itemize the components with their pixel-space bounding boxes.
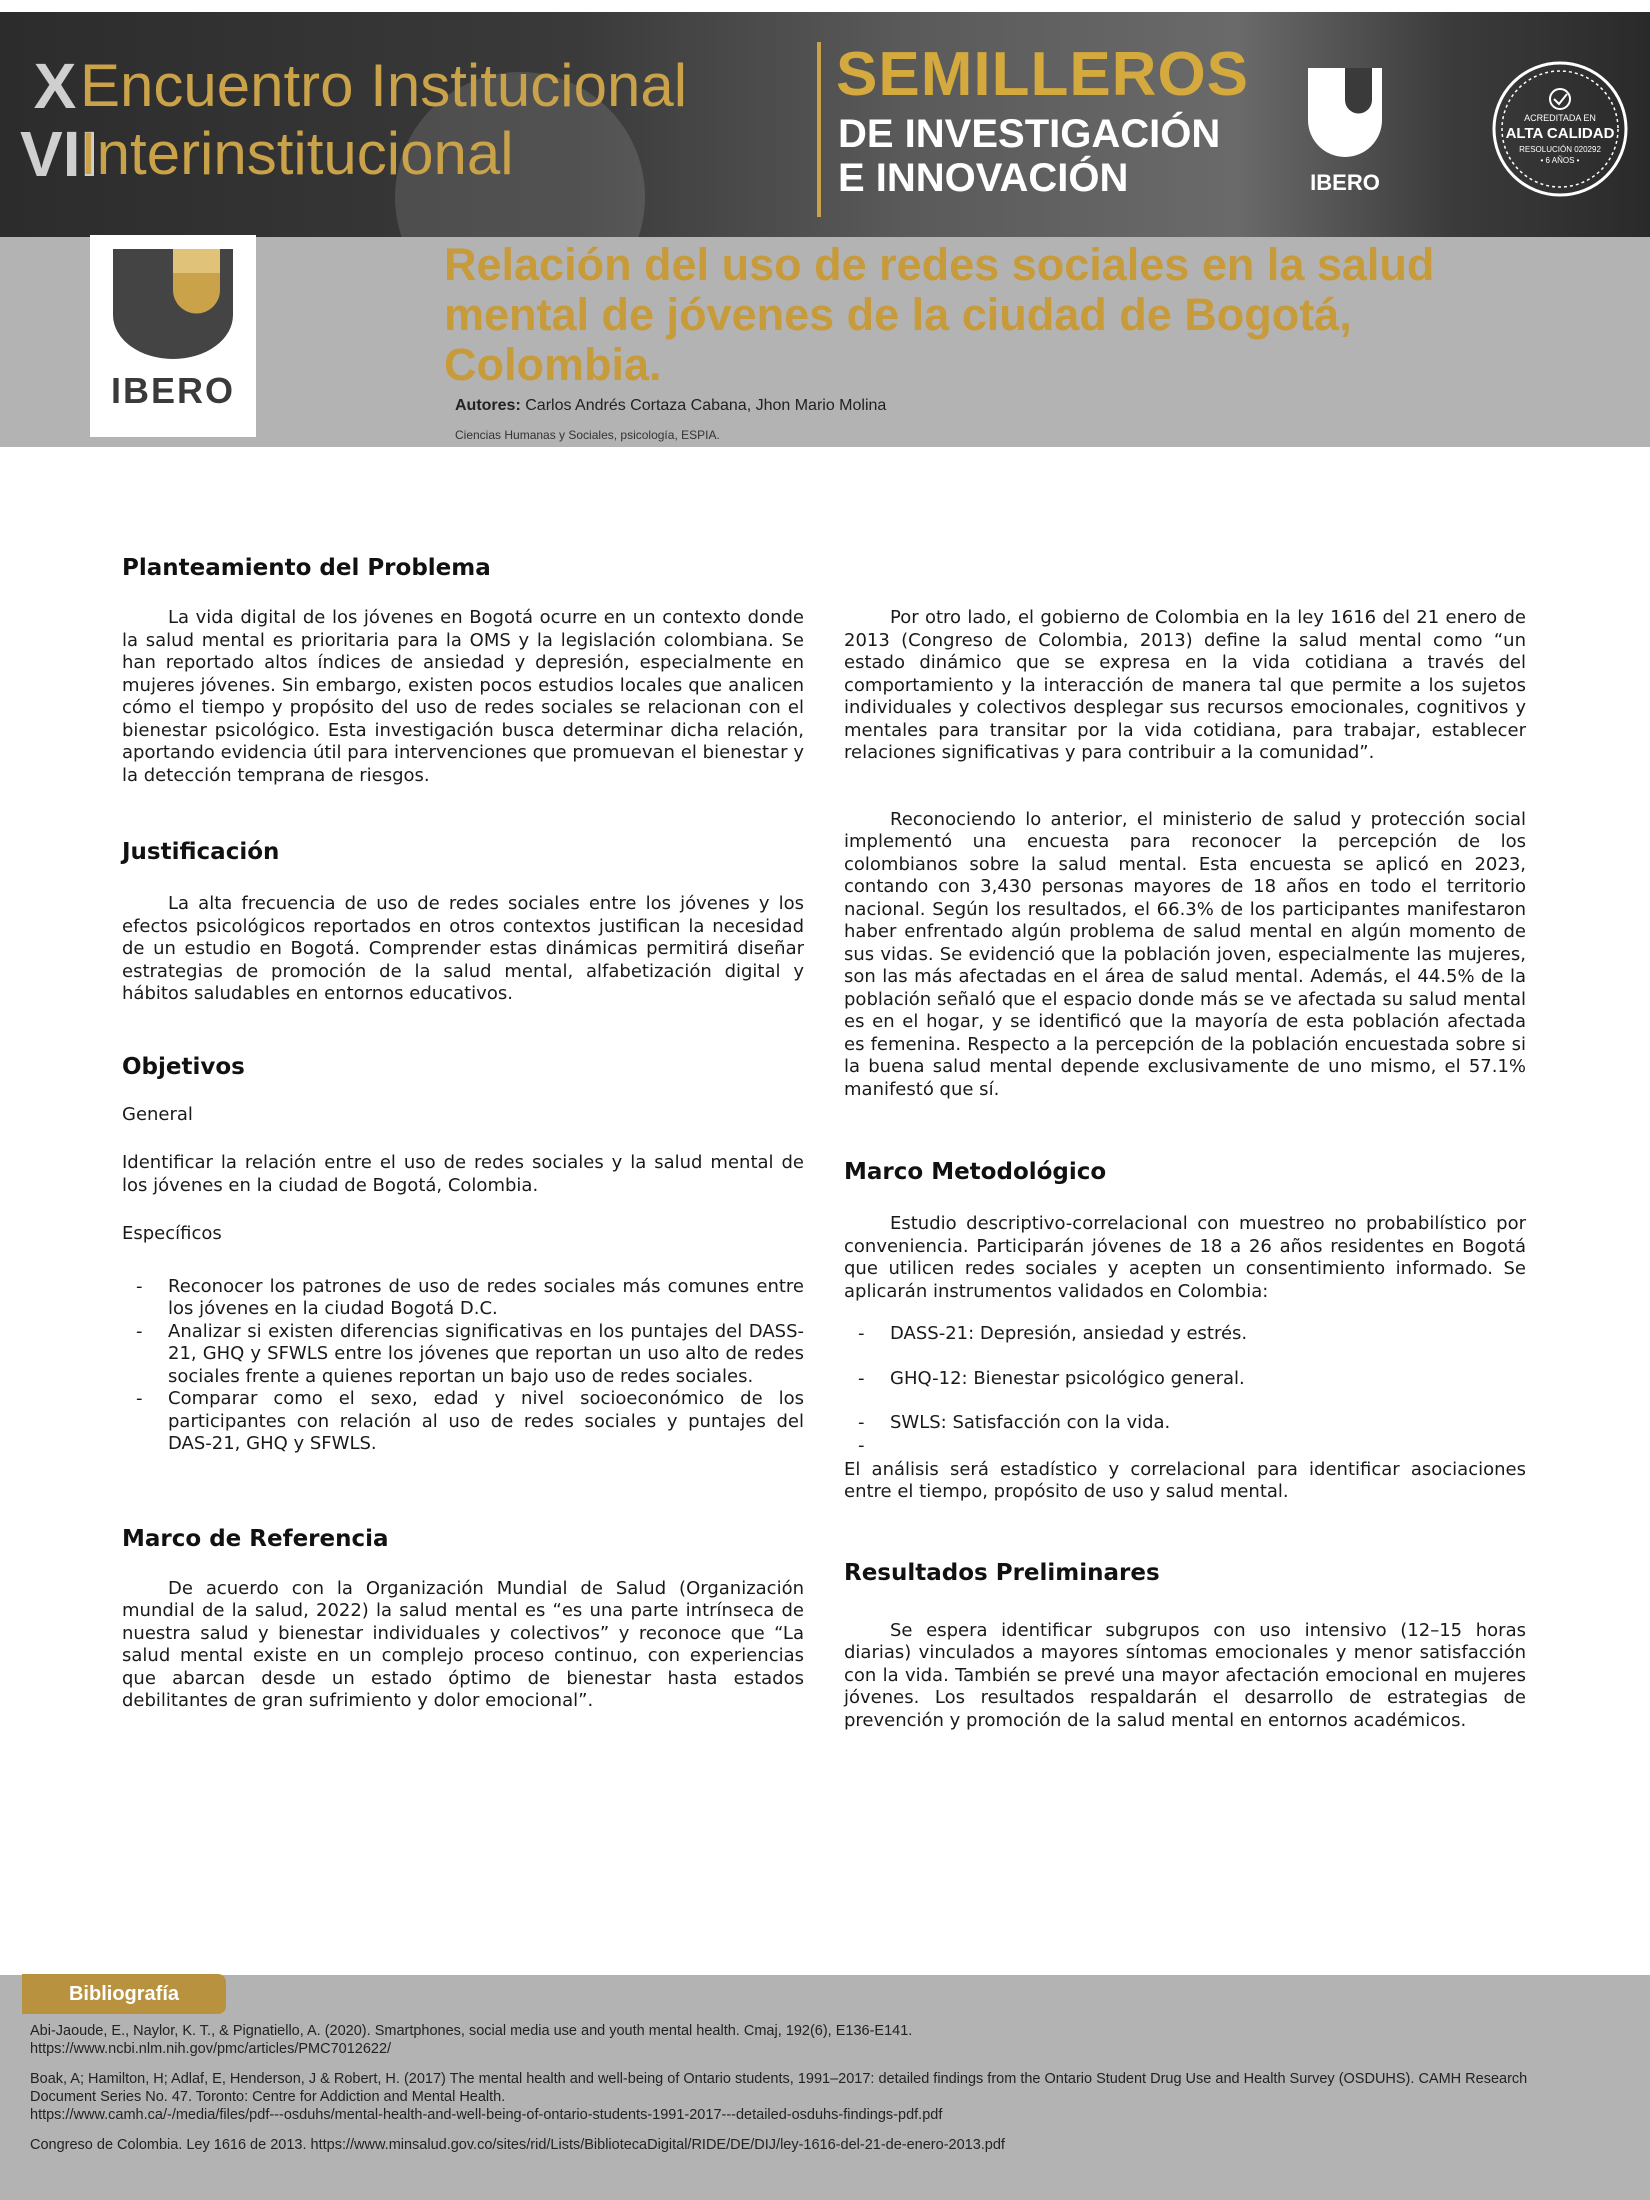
bibliography-item: [30, 2136, 1590, 2154]
general-objective-label: General: [122, 1103, 193, 1125]
colombia-law-paragraph: Por otro lado, el gobierno de Colombia en la ley 1616 del 21 enero de 2013 (Congreso de Colombia, 2013) define la salud mental como “un estado dinámico que se expresa en la vida cotidiana a través del comportamiento y la interacción de manera tal que permite a los sujetos individuales y colectivos desplegar sus recursos emocionales, cognitivos y mentales para transitar por la vida cotidiana, para trabajar, establecer relaciones significativas y para contribuir a la comunidad”.: [844, 607, 1526, 763]
general-objective-text: Identificar la relación entre el uso de redes sociales y la salud mental de los jóvenes en la ciudad de Bogotá, Colombia.: [122, 1152, 804, 1196]
accreditation-seal: [1490, 59, 1630, 199]
event-line-2: Interinstitucional: [80, 120, 514, 187]
reference-text: De acuerdo con la Organización Mundial de Salud (Organización mundial de la salud, 2022) la salud mental es “es una parte intrínseca de nuestra salud y bienestar individuales y colectivos” y reconoce que “La salud mental existe en un complejo proceso continuo, con experiencias que abarcan desde un estado óptimo de bienestar hasta estados debilitantes de gran sufrimiento y dolor emocional”.: [122, 1577, 804, 1711]
ibero-shield-icon: [1300, 60, 1390, 170]
bibliography-link[interactable]: https://www.camh.ca/-/media/files/pdf---osduhs/mental-health-and-well-being-of-ontario-students-1991-2017---detailed-osduhs-findings-pdf.pdf: [30, 2107, 943, 2123]
banner-divider: [817, 42, 821, 217]
instruments-list: [844, 1323, 1526, 1435]
accreditation-line-2: ALTA CALIDAD: [1505, 125, 1615, 142]
reference-heading: Marco de Referencia: [122, 1525, 389, 1552]
instrument-item: - GHQ-12: Bienestar psicológico general.: [844, 1368, 1526, 1391]
bibliography-list: [30, 2022, 1590, 2166]
poster-title: Relación del uso de redes sociales en la salud mental de jóvenes de la ciudad de Bogotá, Colombia.: [444, 239, 1435, 390]
semilleros-sub-line-2: E INNOVACIÓN: [838, 156, 1129, 200]
accreditation-text: [1490, 59, 1630, 199]
justification-heading: Justificación: [122, 839, 280, 865]
authors-line: [455, 397, 886, 415]
ibero-logo-icon: [90, 235, 256, 375]
semilleros-heading: SEMILLEROS: [836, 40, 1250, 109]
bibliography-item: [30, 2070, 1590, 2124]
analysis-text: El análisis será estadístico y correlacional para identificar asociaciones entre el tiempo, propósito de uso y salud mental.: [844, 1458, 1526, 1502]
specific-objectives-label: Específicos: [122, 1223, 222, 1244]
event-line-1: Encuentro Institucional: [80, 52, 688, 119]
accreditation-line-3: RESOLUCIÓN 020292: [1519, 145, 1601, 154]
instrument-item: - DASS-21: Depresión, ansiedad y estrés.: [844, 1323, 1526, 1346]
bibliography-item: [30, 2022, 1590, 2058]
ibero-logo: [90, 235, 256, 437]
specific-objective-item: - Analizar si existen diferencias significativas en los puntajes del DASS-21, GHQ y SFWLS entre los jóvenes que reportan un uso alto de redes sociales frente a quienes reportan un bajo uso de redes sociales.: [122, 1321, 804, 1389]
bibliography-citation: Boak, A; Hamilton, H; Adlaf, E, Henderson, J & Robert, H. (2017) The mental health and well-being of Ontario students, 1991–2017: detailed findings from the Ontario Student Drug Use and Health Survey (OSDUHS). CAMH Research Document Series No. 47. Toronto: Centre for Addiction and Mental Health.: [30, 2071, 1528, 2105]
survey-paragraph: Reconociendo lo anterior, el ministerio de salud y protección social implementó una encuesta para reconocer la percepción de los colombianos sobre la salud mental. Esta encuesta se aplicó en 2023, contando con 3,430 personas mayores de 18 años en todo el territorio nacional. Según los resultados, el 66.3% de los participantes manifestaron haber enfrentado algún problema de salud mental en algún momento de sus vidas. Se evidenció que la población joven, especialmente las mujeres, son las más afectadas en el área de salud mental. Además, el 44.5% de la población señaló que el espacio donde más se ve afectada su salud mental es en el hogar, y se identificó que la mayoría de esta población afectada es femenina. Respecto a la percepción de la población encuestada sobre si la buena salud mental depende exclusivamente de uno mismo, el 57.1% manifestó que sí.: [844, 808, 1526, 1100]
specific-objective-item: - Reconocer los patrones de uso de redes sociales más comunes entre los jóvenes en la ciudad Bogotá D.C.: [122, 1276, 804, 1321]
roman-numeral-vii: VII: [20, 118, 99, 190]
results-heading: Resultados Preliminares: [844, 1559, 1160, 1586]
justification-text: La alta frecuencia de uso de redes sociales entre los jóvenes y los efectos psicológicos reportados en otros contextos justifican la necesidad de un estudio en Bogotá. Comprender estas dinámicas permitirá diseñar estrategias de promoción de la salud mental, alfabetización digital y hábitos saludables en entornos educativos.: [122, 893, 804, 1004]
authors-label: Autores:: [455, 397, 521, 414]
roman-numeral-x: X: [33, 50, 77, 122]
right-column: [844, 555, 1526, 1732]
authors-names: Carlos Andrés Cortaza Cabana, Jhon Mario Molina: [525, 397, 887, 414]
event-banner: [0, 12, 1650, 237]
accreditation-line-4: • 6 AÑOS •: [1540, 156, 1580, 165]
left-column: [122, 555, 804, 1713]
accreditation-line-1: ACREDITADA EN: [1524, 113, 1596, 123]
affiliation: Ciencias Humanas y Sociales, psicología, ESPIA.: [455, 428, 720, 442]
semilleros-sub-line-1: DE INVESTIGACIÓN: [838, 112, 1221, 156]
instrument-item: - SWLS: Satisfacción con la vida.: [844, 1412, 1526, 1435]
bibliography-heading: Bibliografía: [22, 1974, 226, 2014]
ibero-logo-text: IBERO: [110, 370, 235, 411]
specific-objective-item: - Comparar como el sexo, edad y nivel socioeconómico de los participantes con relación al uso de redes sociales y puntajes del DAS-21, GHQ y SFWLS.: [122, 1388, 804, 1456]
problem-text: La vida digital de los jóvenes en Bogotá ocurre en un contexto donde la salud mental es prioritaria para la OMS y la legislación colombiana. Se han reportado altos índices de ansiedad y depresión, especialmente en mujeres jóvenes. Sin embargo, existen pocos estudios locales que analicen cómo el tiempo y propósito del uso de redes sociales se relacionan con el bienestar psicológico. Esta investigación busca determinar dicha relación, aportando evidencia útil para intervenciones que promuevan el bienestar y la detección temprana de riesgos.: [122, 607, 804, 786]
specific-objectives-list: [122, 1276, 804, 1456]
bibliography-citation: Congreso de Colombia. Ley 1616 de 2013. https://www.minsalud.gov.co/sites/rid/Lists/BibliotecaDigital/RIDE/DE/DIJ/ley-1616-del-21-de-enero-2013.pdf: [30, 2137, 1005, 2153]
method-text: Estudio descriptivo-correlacional con muestreo no probabilístico por conveniencia. Participarán jóvenes de 18 a 26 años residentes en Bogotá que utilicen redes sociales y acepten un consentimiento informado. Se aplicarán instrumentos validados en Colombia:: [844, 1213, 1526, 1302]
bibliography-link[interactable]: https://www.ncbi.nlm.nih.gov/pmc/articles/PMC7012622/: [30, 2041, 392, 2057]
method-heading: Marco Metodológico: [844, 1159, 1107, 1185]
problem-heading: Planteamiento del Problema: [122, 555, 491, 581]
ibero-banner-label: IBERO: [1310, 170, 1380, 195]
bibliography-citation: Abi-Jaoude, E., Naylor, K. T., & Pignatiello, A. (2020). Smartphones, social media use and youth mental health. Cmaj, 192(6), E136-E141.: [30, 2023, 913, 2039]
results-text: Se espera identificar subgrupos con uso intensivo (12–15 horas diarias) vinculados a mayores síntomas emocionales y menor satisfacción con la vida. También se prevé una mayor afectación emocional en mujeres jóvenes. Los resultados respaldarán el desarrollo de estrategias de prevención y promoción de la salud mental en entornos académicos.: [844, 1619, 1526, 1731]
semilleros-subheading: [838, 112, 1220, 200]
event-name: [80, 52, 687, 188]
ibero-banner-logo: [1300, 60, 1390, 200]
objectives-heading: Objetivos: [122, 1053, 245, 1080]
